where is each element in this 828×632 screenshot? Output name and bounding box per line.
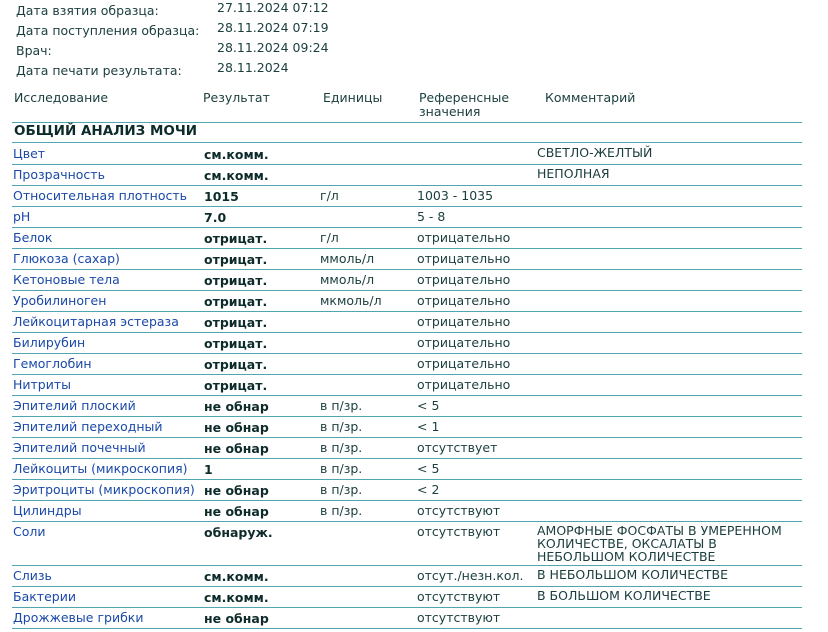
table-row (12, 396, 802, 417)
meta-label: Дата поступления образца: (16, 23, 200, 38)
cell-reference: отрицательно (417, 377, 511, 392)
cell-comment: СВЕТЛО-ЖЕЛТЫЙ (537, 145, 653, 160)
cell-result: отрицат. (204, 294, 268, 309)
cell-result: отрицат. (204, 315, 268, 330)
cell-result: см.комм. (204, 590, 269, 605)
cell-reference: отрицательно (417, 314, 511, 329)
cell-test-name: Цвет (13, 146, 46, 161)
cell-units: в п/зр. (320, 398, 363, 413)
cell-reference: отрицательно (417, 335, 511, 350)
meta-label: Дата взятия образца: (16, 3, 159, 18)
cell-result: обнаруж. (204, 525, 273, 540)
cell-result: отрицат. (204, 231, 268, 246)
section-divider (12, 142, 802, 143)
cell-test-name: Эритроциты (микроскопия) (13, 482, 195, 497)
cell-result: не обнар (204, 483, 269, 498)
table-row (12, 417, 802, 438)
cell-reference: отсут./незн.кол. (417, 568, 524, 583)
cell-units: в п/зр. (320, 503, 363, 518)
cell-reference: отрицательно (417, 251, 511, 266)
table-row (12, 501, 802, 522)
header-comment: Комментарий (545, 90, 636, 105)
header-reference (419, 91, 509, 119)
cell-reference: отсутствуют (417, 524, 501, 539)
table-row (12, 480, 802, 501)
table-row (12, 459, 802, 480)
cell-result: 7.0 (204, 210, 227, 225)
cell-result: не обнар (204, 441, 269, 456)
cell-result: см.комм. (204, 569, 269, 584)
cell-units: ммоль/л (320, 251, 375, 266)
table-header (12, 90, 802, 124)
cell-test-name: Эпителий почечный (13, 440, 146, 455)
cell-result: не обнар (204, 504, 269, 519)
table-row (12, 186, 802, 207)
cell-reference: < 5 (417, 461, 440, 476)
cell-reference: отсутствуют (417, 589, 501, 604)
header-reference-line2: значения (419, 104, 481, 119)
cell-test-name: Эпителий переходный (13, 419, 163, 434)
header-result: Результат (203, 90, 270, 105)
meta-value: 28.11.2024 07:19 (217, 20, 329, 35)
meta-value: 28.11.2024 (217, 60, 289, 75)
cell-reference: отсутствует (417, 440, 498, 455)
cell-comment: В БОЛЬШОМ КОЛИЧЕСТВЕ (537, 588, 711, 603)
cell-test-name: Бактерии (13, 589, 76, 604)
cell-units: в п/зр. (320, 419, 363, 434)
table-row (12, 249, 802, 270)
cell-test-name: Относительная плотность (13, 188, 188, 203)
table-row (12, 438, 802, 459)
meta-value: 27.11.2024 07:12 (217, 0, 329, 15)
cell-test-name: Лейкоциты (микроскопия) (13, 461, 188, 476)
cell-reference: отрицательно (417, 293, 511, 308)
cell-test-name: Уробилиноген (13, 293, 107, 308)
cell-result: 1 (204, 462, 213, 477)
table-row (12, 354, 802, 375)
cell-test-name: Гемоглобин (13, 356, 92, 371)
cell-test-name: Лейкоцитарная эстераза (13, 314, 179, 329)
header-test: Исследование (14, 90, 109, 105)
cell-reference: < 1 (417, 419, 440, 434)
cell-result: 1015 (204, 189, 239, 204)
cell-result: отрицат. (204, 378, 268, 393)
results-table (12, 144, 802, 629)
table-row (12, 207, 802, 228)
cell-result: см.комм. (204, 168, 269, 183)
cell-comment: АМОРФНЫЕ ФОСФАТЫ В УМЕРЕННОМ КОЛИЧЕСТВЕ, ОКСАЛАТЫ В НЕБОЛЬШОМ КОЛИЧЕСТВЕ (537, 523, 782, 564)
cell-reference: < 5 (417, 398, 440, 413)
cell-comment: В НЕБОЛЬШОМ КОЛИЧЕСТВЕ (537, 567, 728, 582)
cell-reference: отрицательно (417, 230, 511, 245)
cell-test-name: Цилиндры (13, 503, 82, 518)
cell-result: не обнар (204, 420, 269, 435)
cell-test-name: Прозрачность (13, 167, 105, 182)
cell-units: г/л (320, 188, 339, 203)
cell-result: см.комм. (204, 147, 269, 162)
cell-units: мкмоль/л (320, 293, 382, 308)
table-row (12, 608, 802, 629)
cell-test-name: Эпителий плоский (13, 398, 136, 413)
cell-test-name: Глюкоза (сахар) (13, 251, 120, 266)
meta-value: 28.11.2024 09:24 (217, 40, 329, 55)
cell-units: в п/зр. (320, 461, 363, 476)
table-row (12, 312, 802, 333)
cell-reference: отрицательно (417, 272, 511, 287)
cell-result: отрицат. (204, 357, 268, 372)
cell-reference: 5 - 8 (417, 209, 446, 224)
table-row (12, 333, 802, 354)
cell-test-name: Нитриты (13, 377, 72, 392)
cell-test-name: Белок (13, 230, 53, 245)
table-row (12, 522, 802, 566)
cell-reference: отсутствуют (417, 610, 501, 625)
table-row (12, 144, 802, 165)
meta-label: Дата печати результата: (16, 63, 182, 78)
cell-reference: отсутствуют (417, 503, 501, 518)
cell-test-name: Билирубин (13, 335, 86, 350)
cell-reference: отрицательно (417, 356, 511, 371)
cell-result: отрицат. (204, 336, 268, 351)
cell-reference: 1003 - 1035 (417, 188, 494, 203)
cell-result: отрицат. (204, 252, 268, 267)
cell-result: не обнар (204, 399, 269, 414)
table-row (12, 587, 802, 608)
cell-result: отрицат. (204, 273, 268, 288)
cell-comment: НЕПОЛНАЯ (537, 166, 610, 181)
cell-test-name: pH (13, 209, 31, 224)
meta-label: Врач: (16, 43, 52, 58)
table-row (12, 291, 802, 312)
table-row (12, 566, 802, 587)
section-title: ОБЩИЙ АНАЛИЗ МОЧИ (14, 123, 198, 139)
cell-units: ммоль/л (320, 272, 375, 287)
cell-reference: < 2 (417, 482, 440, 497)
header-units: Единицы (323, 90, 383, 105)
table-row (12, 165, 802, 186)
cell-test-name: Дрожжевые грибки (13, 610, 144, 625)
cell-test-name: Соли (13, 524, 46, 539)
table-row (12, 270, 802, 291)
table-row (12, 228, 802, 249)
cell-result: не обнар (204, 611, 269, 626)
cell-test-name: Слизь (13, 568, 52, 583)
cell-units: в п/зр. (320, 482, 363, 497)
cell-units: в п/зр. (320, 440, 363, 455)
cell-units: г/л (320, 230, 339, 245)
cell-test-name: Кетоновые тела (13, 272, 120, 287)
header-reference-line1: Референсные (419, 90, 510, 105)
table-row (12, 375, 802, 396)
